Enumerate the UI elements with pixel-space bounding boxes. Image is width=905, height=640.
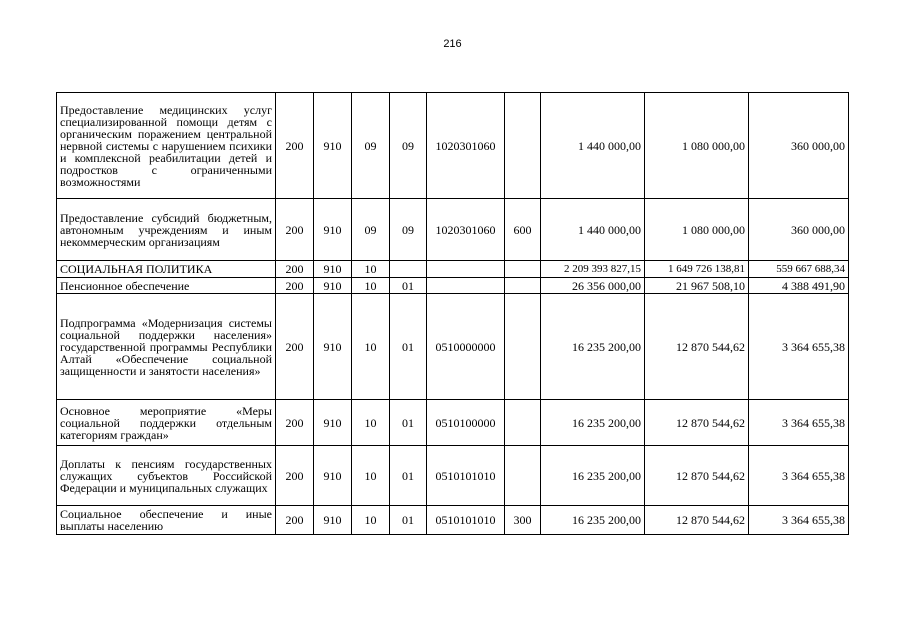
code2-cell: 910 — [314, 400, 352, 446]
sum3-cell: 3 364 655,38 — [749, 400, 849, 446]
code1-cell: 200 — [276, 506, 314, 535]
sum2-cell: 21 967 508,10 — [645, 278, 749, 294]
sum3-cell: 360 000,00 — [749, 199, 849, 261]
row-name: Предоставление субсидий бюджетным, автономным учреждениям и иным некоммерческим организациям — [57, 199, 276, 261]
subsection-cell: 09 — [390, 93, 427, 199]
sum3-cell: 3 364 655,38 — [749, 446, 849, 506]
section-cell: 10 — [352, 278, 390, 294]
sum2-cell: 12 870 544,62 — [645, 446, 749, 506]
sum2-cell: 12 870 544,62 — [645, 400, 749, 446]
table-row — [57, 261, 849, 278]
subsection-cell: 01 — [390, 446, 427, 506]
budget-table — [56, 92, 849, 535]
expense-type-cell — [505, 294, 541, 400]
sum3-cell: 3 364 655,38 — [749, 294, 849, 400]
section-cell: 10 — [352, 506, 390, 535]
sum1-cell: 1 440 000,00 — [541, 199, 645, 261]
sum1-cell: 16 235 200,00 — [541, 400, 645, 446]
sum1-cell: 1 440 000,00 — [541, 93, 645, 199]
sum2-cell: 1 080 000,00 — [645, 93, 749, 199]
code1-cell: 200 — [276, 93, 314, 199]
code1-cell: 200 — [276, 294, 314, 400]
expense-type-cell — [505, 400, 541, 446]
target-article-cell: 0510000000 — [427, 294, 505, 400]
section-cell: 10 — [352, 261, 390, 278]
target-article-cell: 0510101010 — [427, 506, 505, 535]
sum3-cell: 4 388 491,90 — [749, 278, 849, 294]
code1-cell: 200 — [276, 261, 314, 278]
section-cell: 10 — [352, 400, 390, 446]
code1-cell: 200 — [276, 199, 314, 261]
code1-cell: 200 — [276, 278, 314, 294]
sum1-cell: 16 235 200,00 — [541, 446, 645, 506]
row-name: Социальное обеспечение и иные выплаты населению — [57, 506, 276, 535]
code1-cell: 200 — [276, 400, 314, 446]
code2-cell: 910 — [314, 93, 352, 199]
expense-type-cell: 300 — [505, 506, 541, 535]
sum1-cell: 26 356 000,00 — [541, 278, 645, 294]
table-row — [57, 446, 849, 506]
sum2-cell: 1 080 000,00 — [645, 199, 749, 261]
expense-type-cell: 600 — [505, 199, 541, 261]
sum3-cell: 3 364 655,38 — [749, 506, 849, 535]
section-cell: 10 — [352, 294, 390, 400]
expense-type-cell — [505, 278, 541, 294]
subsection-cell: 01 — [390, 294, 427, 400]
target-article-cell: 0510101010 — [427, 446, 505, 506]
subsection-cell: 01 — [390, 400, 427, 446]
page-number: 216 — [443, 38, 462, 50]
sum2-cell: 1 649 726 138,81 — [645, 261, 749, 278]
sum1-cell: 2 209 393 827,15 — [541, 261, 645, 278]
code2-cell: 910 — [314, 261, 352, 278]
subsection-cell: 01 — [390, 278, 427, 294]
sum1-cell: 16 235 200,00 — [541, 294, 645, 400]
section-cell: 10 — [352, 446, 390, 506]
table-row — [57, 294, 849, 400]
table-body — [57, 93, 849, 535]
code1-cell: 200 — [276, 446, 314, 506]
sum3-cell: 559 667 688,34 — [749, 261, 849, 278]
code2-cell: 910 — [314, 294, 352, 400]
row-name: СОЦИАЛЬНАЯ ПОЛИТИКА — [57, 261, 276, 278]
row-name: Доплаты к пенсиям государственных служащих субъектов Российской Федерации и муниципальных служащих — [57, 446, 276, 506]
subsection-cell: 09 — [390, 199, 427, 261]
section-cell: 09 — [352, 199, 390, 261]
code2-cell: 910 — [314, 446, 352, 506]
table-row — [57, 199, 849, 261]
sum2-cell: 12 870 544,62 — [645, 506, 749, 535]
code2-cell: 910 — [314, 199, 352, 261]
expense-type-cell — [505, 93, 541, 199]
target-article-cell: 1020301060 — [427, 93, 505, 199]
sum1-cell: 16 235 200,00 — [541, 506, 645, 535]
target-article-cell: 0510100000 — [427, 400, 505, 446]
row-name: Подпрограмма «Модернизация системы социальной поддержки населения» государственной программы Республики Алтай «Обеспечение социальной защищенности и занятости населения» — [57, 294, 276, 400]
table-row — [57, 93, 849, 199]
sum2-cell: 12 870 544,62 — [645, 294, 749, 400]
expense-type-cell — [505, 261, 541, 278]
table-row — [57, 400, 849, 446]
code2-cell: 910 — [314, 278, 352, 294]
code2-cell: 910 — [314, 506, 352, 535]
table-row — [57, 278, 849, 294]
section-cell: 09 — [352, 93, 390, 199]
target-article-cell — [427, 261, 505, 278]
subsection-cell: 01 — [390, 506, 427, 535]
row-name: Основное мероприятие «Меры социальной поддержки отдельным категориям граждан» — [57, 400, 276, 446]
subsection-cell — [390, 261, 427, 278]
target-article-cell: 1020301060 — [427, 199, 505, 261]
expense-type-cell — [505, 446, 541, 506]
row-name: Предоставление медицинских услуг специализированной помощи детям с органическим поражением центральной нервной системы с нарушением психики и комплексной реабилитации детей и подростков с ограниченными возможностями — [57, 93, 276, 199]
table-row — [57, 506, 849, 535]
sum3-cell: 360 000,00 — [749, 93, 849, 199]
target-article-cell — [427, 278, 505, 294]
row-name: Пенсионное обеспечение — [57, 278, 276, 294]
